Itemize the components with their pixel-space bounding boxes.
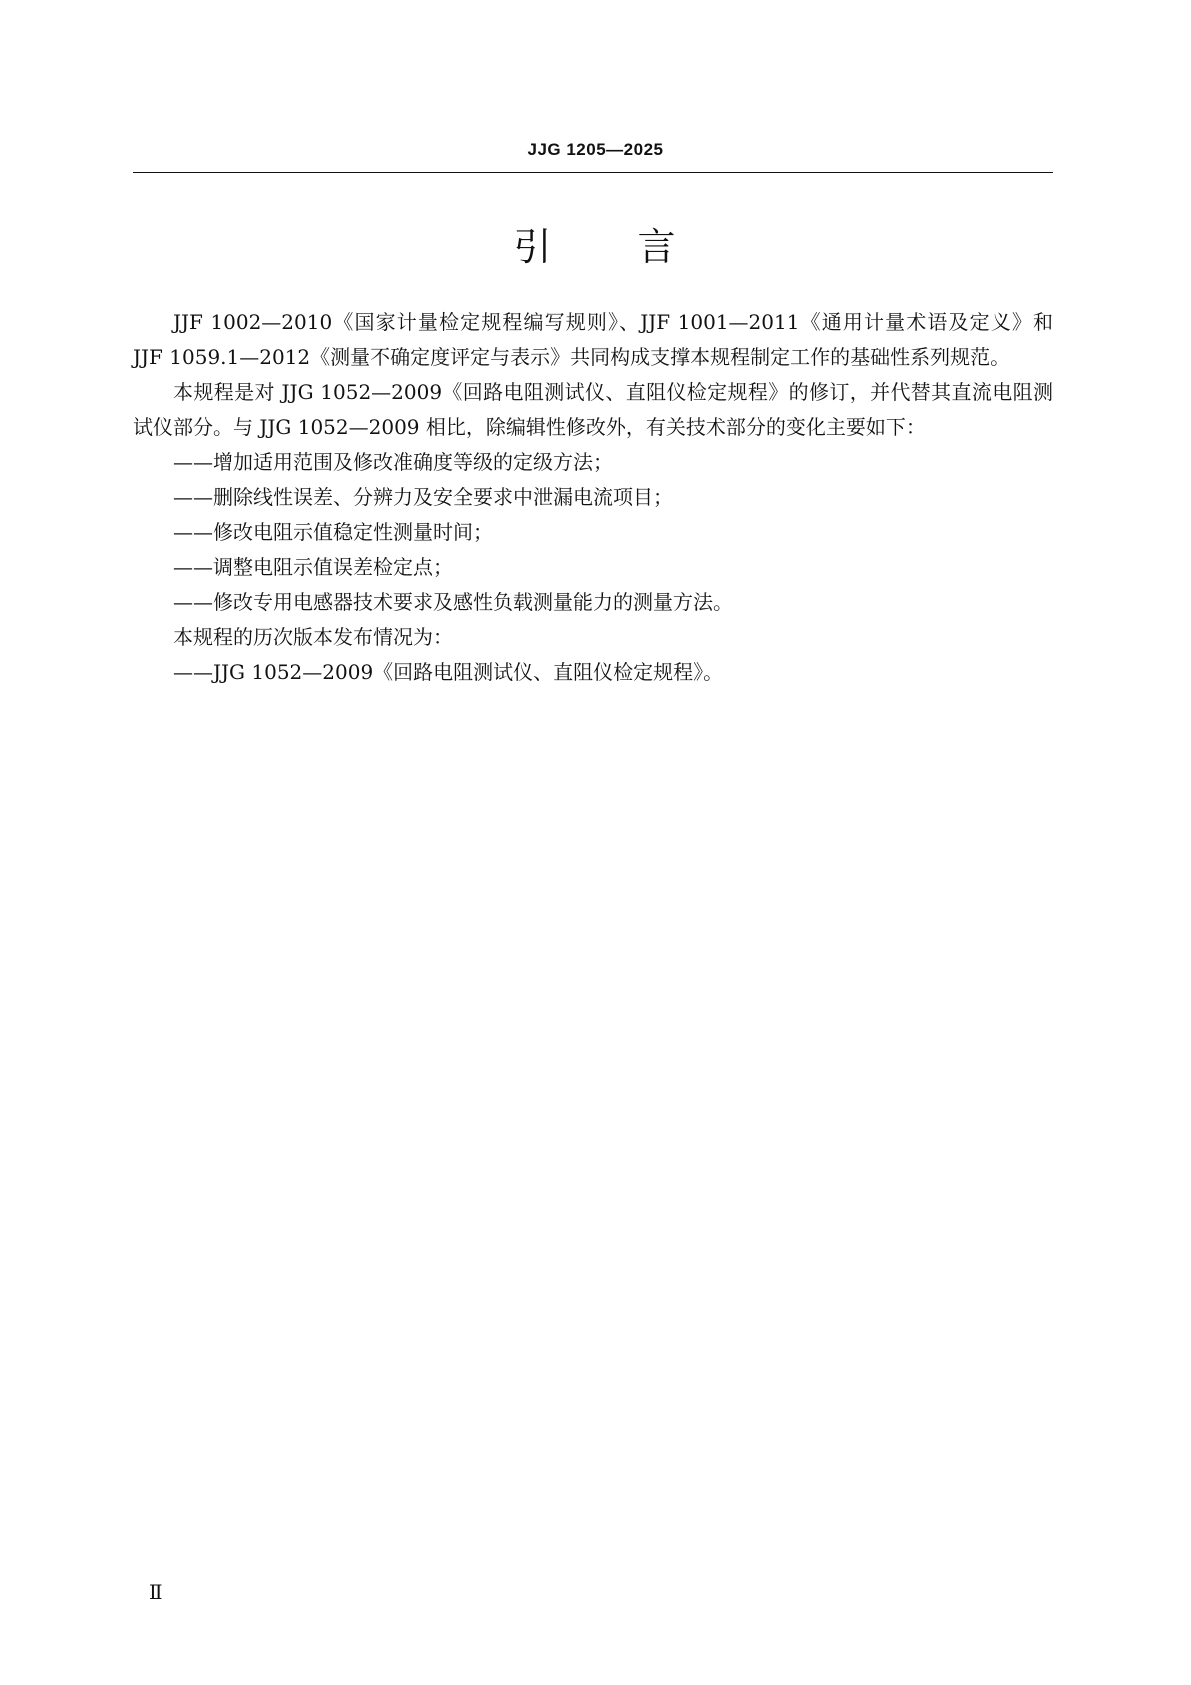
paragraph-revision: 本规程是对 JJG 1052—2009《回路电阻测试仪、直阻仪检定规程》的修订，并代替其直流电阻测试仪部分。与 JJG 1052—2009 相比，除编辑性修改外，有关技术部分的变化主要如下： bbox=[133, 380, 1053, 439]
header-rule bbox=[133, 172, 1053, 173]
page-number: Ⅱ bbox=[149, 1580, 163, 1604]
change-item: ——调整电阻示值误差检定点； bbox=[173, 555, 453, 579]
page-header-standard-code: JJG 1205—2025 bbox=[527, 140, 664, 159]
paragraph-references: JJF 1002—2010《国家计量检定规程编写规则》、JJF 1001—2011《通用计量术语及定义》和 JJF 1059.1—2012《测量不确定度评定与表示》共同构成支撑本规程制定工作的基础性系列规范。 bbox=[133, 310, 1053, 369]
page-title-char-1: 引 bbox=[513, 225, 554, 269]
document-body bbox=[133, 305, 1053, 690]
change-item: ——修改电阻示值稳定性测量时间； bbox=[173, 520, 493, 544]
change-item: ——删除线性误差、分辨力及安全要求中泄漏电流项目； bbox=[173, 485, 673, 509]
history-item: ——JJG 1052—2009《回路电阻测试仪、直阻仪检定规程》。 bbox=[173, 660, 724, 684]
change-item: ——增加适用范围及修改准确度等级的定级方法； bbox=[173, 450, 613, 474]
change-item: ——修改专用电感器技术要求及感性负载测量能力的测量方法。 bbox=[173, 590, 733, 614]
page-title bbox=[0, 222, 1191, 272]
page-title-char-2: 言 bbox=[637, 225, 678, 269]
paragraph-history-intro: 本规程的历次版本发布情况为： bbox=[173, 625, 453, 649]
